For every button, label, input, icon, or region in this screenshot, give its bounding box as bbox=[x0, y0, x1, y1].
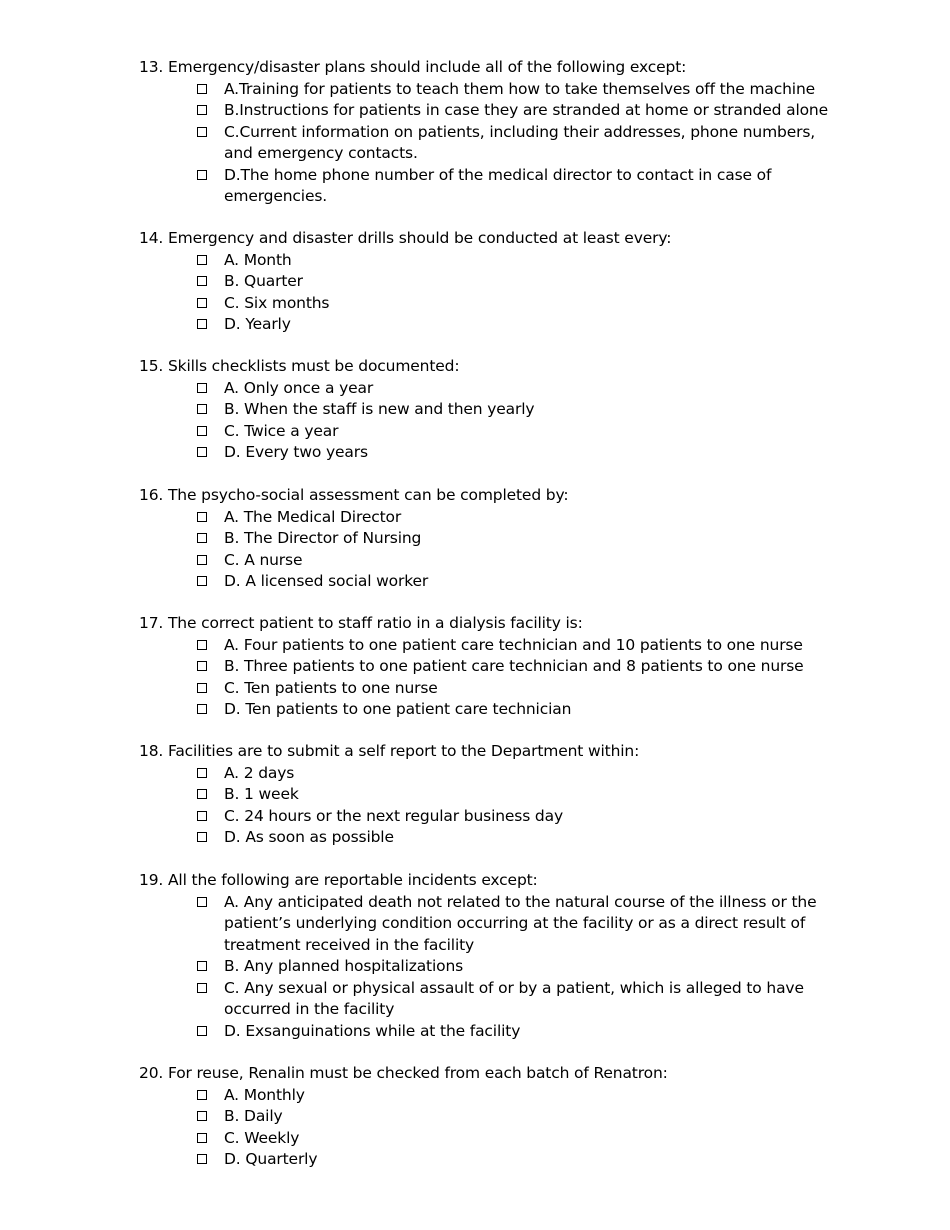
option-b bbox=[139, 399, 879, 421]
option-d bbox=[139, 827, 879, 849]
option-text: C. Twice a year bbox=[224, 421, 339, 440]
checkbox[interactable] bbox=[197, 447, 207, 457]
option-d bbox=[139, 442, 879, 464]
question-text: 14. Emergency and disaster drills should be conducted at least every: bbox=[139, 229, 672, 247]
checkbox[interactable] bbox=[197, 832, 207, 842]
option-b bbox=[139, 656, 879, 678]
option-text: D. Every two years bbox=[224, 443, 368, 461]
checkbox[interactable] bbox=[197, 897, 207, 907]
question-13 bbox=[139, 57, 879, 208]
question-14 bbox=[139, 228, 879, 336]
checkbox[interactable] bbox=[197, 84, 207, 94]
checkbox[interactable] bbox=[197, 404, 207, 414]
option-a bbox=[139, 635, 879, 657]
option-c bbox=[139, 293, 879, 315]
option-text: B. Quarter bbox=[224, 272, 303, 290]
option-b bbox=[139, 956, 879, 978]
checkbox[interactable] bbox=[197, 1111, 207, 1121]
option-text: D. As soon as possible bbox=[224, 828, 394, 846]
option-text: D. Exsanguinations while at the facility bbox=[224, 1021, 521, 1040]
option-d bbox=[139, 165, 879, 208]
checkbox[interactable] bbox=[197, 768, 207, 778]
option-c bbox=[139, 1128, 879, 1150]
option-list bbox=[139, 507, 879, 593]
checkbox[interactable] bbox=[197, 704, 207, 714]
checkbox[interactable] bbox=[197, 276, 207, 286]
option-list bbox=[139, 635, 879, 721]
option-text: B.Instructions for patients in case they are stranded at home or stranded alone bbox=[224, 101, 828, 119]
option-a bbox=[139, 378, 879, 400]
question-18 bbox=[139, 741, 879, 849]
checkbox[interactable] bbox=[197, 127, 207, 137]
checkbox[interactable] bbox=[197, 170, 207, 180]
question-text: 15. Skills checklists must be documented: bbox=[139, 357, 460, 375]
option-a bbox=[139, 763, 879, 785]
checkbox[interactable] bbox=[197, 319, 207, 329]
checkbox[interactable] bbox=[197, 533, 207, 543]
option-text: C.Current information on patients, including their addresses, phone numbers, and emergency contacts. bbox=[224, 122, 816, 162]
option-a bbox=[139, 1085, 879, 1107]
option-c bbox=[139, 678, 879, 700]
question-15 bbox=[139, 356, 879, 464]
option-list bbox=[139, 79, 879, 208]
checkbox[interactable] bbox=[197, 961, 207, 971]
checkbox[interactable] bbox=[197, 105, 207, 115]
option-text: A. 2 days bbox=[224, 763, 295, 782]
checkbox[interactable] bbox=[197, 1133, 207, 1143]
option-text: D. A licensed social worker bbox=[224, 572, 429, 590]
option-a bbox=[139, 892, 879, 957]
option-text: A. The Medical Director bbox=[224, 507, 402, 526]
checkbox[interactable] bbox=[197, 426, 207, 436]
option-c bbox=[139, 550, 879, 572]
question-text: 16. The psycho-social assessment can be completed by: bbox=[139, 486, 569, 504]
option-a bbox=[139, 250, 879, 272]
option-b bbox=[139, 1106, 879, 1128]
option-c bbox=[139, 978, 879, 1021]
option-list bbox=[139, 763, 879, 849]
option-d bbox=[139, 571, 879, 593]
option-text: D.The home phone number of the medical director to contact in case of emergencies. bbox=[224, 165, 772, 205]
option-d bbox=[139, 699, 879, 721]
question-text: 18. Facilities are to submit a self report to the Department within: bbox=[139, 742, 640, 760]
checkbox[interactable] bbox=[197, 383, 207, 393]
option-b bbox=[139, 100, 879, 122]
question-19 bbox=[139, 870, 879, 1042]
option-d bbox=[139, 1149, 879, 1171]
option-list bbox=[139, 250, 879, 336]
option-text: A. Month bbox=[224, 250, 292, 269]
question-text: 20. For reuse, Renalin must be checked from each batch of Renatron: bbox=[139, 1064, 668, 1082]
question-20 bbox=[139, 1063, 879, 1171]
question-text: 17. The correct patient to staff ratio in a dialysis facility is: bbox=[139, 614, 583, 632]
question-16 bbox=[139, 485, 879, 593]
option-a bbox=[139, 507, 879, 529]
option-d bbox=[139, 1021, 879, 1043]
checkbox[interactable] bbox=[197, 661, 207, 671]
option-list bbox=[139, 1085, 879, 1171]
question-17 bbox=[139, 613, 879, 721]
option-text: B. Any planned hospitalizations bbox=[224, 957, 464, 975]
option-text: C. A nurse bbox=[224, 550, 303, 569]
checkbox[interactable] bbox=[197, 1026, 207, 1036]
option-d bbox=[139, 314, 879, 336]
option-list bbox=[139, 892, 879, 1043]
option-text: A. Any anticipated death not related to the natural course of the illness or the patient’s underlying condition occurring at the facility or as a direct result of treatment received in the facility bbox=[224, 892, 817, 954]
checkbox[interactable] bbox=[197, 683, 207, 693]
question-text: 13. Emergency/disaster plans should include all of the following except: bbox=[139, 58, 687, 76]
option-text: B. 1 week bbox=[224, 785, 299, 803]
option-c bbox=[139, 806, 879, 828]
option-text: D. Ten patients to one patient care technician bbox=[224, 700, 572, 718]
option-text: A. Monthly bbox=[224, 1085, 305, 1104]
option-c bbox=[139, 421, 879, 443]
checkbox[interactable] bbox=[197, 255, 207, 265]
option-a bbox=[139, 79, 879, 101]
option-text: A. Only once a year bbox=[224, 378, 374, 397]
checkbox[interactable] bbox=[197, 512, 207, 522]
option-text: C. Any sexual or physical assault of or by a patient, which is alleged to have occurred in the facility bbox=[224, 978, 804, 1018]
checkbox[interactable] bbox=[197, 555, 207, 565]
option-text: D. Yearly bbox=[224, 315, 291, 333]
option-b bbox=[139, 528, 879, 550]
checkbox[interactable] bbox=[197, 640, 207, 650]
option-text: B. Three patients to one patient care technician and 8 patients to one nurse bbox=[224, 657, 804, 675]
option-text: C. Ten patients to one nurse bbox=[224, 678, 438, 697]
option-text: B. Daily bbox=[224, 1107, 283, 1125]
option-text: B. The Director of Nursing bbox=[224, 529, 422, 547]
checkbox[interactable] bbox=[197, 576, 207, 586]
option-text: D. Quarterly bbox=[224, 1150, 318, 1168]
checkbox[interactable] bbox=[197, 811, 207, 821]
option-text: B. When the staff is new and then yearly bbox=[224, 400, 535, 418]
checkbox[interactable] bbox=[197, 298, 207, 308]
checkbox[interactable] bbox=[197, 1090, 207, 1100]
checkbox[interactable] bbox=[197, 789, 207, 799]
option-text: A. Four patients to one patient care technician and 10 patients to one nurse bbox=[224, 635, 803, 654]
option-text: C. Weekly bbox=[224, 1128, 300, 1147]
option-list bbox=[139, 378, 879, 464]
option-text: C. 24 hours or the next regular business day bbox=[224, 806, 563, 825]
option-text: C. Six months bbox=[224, 293, 330, 312]
option-c bbox=[139, 122, 879, 165]
checkbox[interactable] bbox=[197, 983, 207, 993]
option-b bbox=[139, 784, 879, 806]
question-text: 19. All the following are reportable incidents except: bbox=[139, 871, 538, 889]
checkbox[interactable] bbox=[197, 1154, 207, 1164]
option-text: A.Training for patients to teach them how to take themselves off the machine bbox=[224, 79, 816, 98]
option-b bbox=[139, 271, 879, 293]
